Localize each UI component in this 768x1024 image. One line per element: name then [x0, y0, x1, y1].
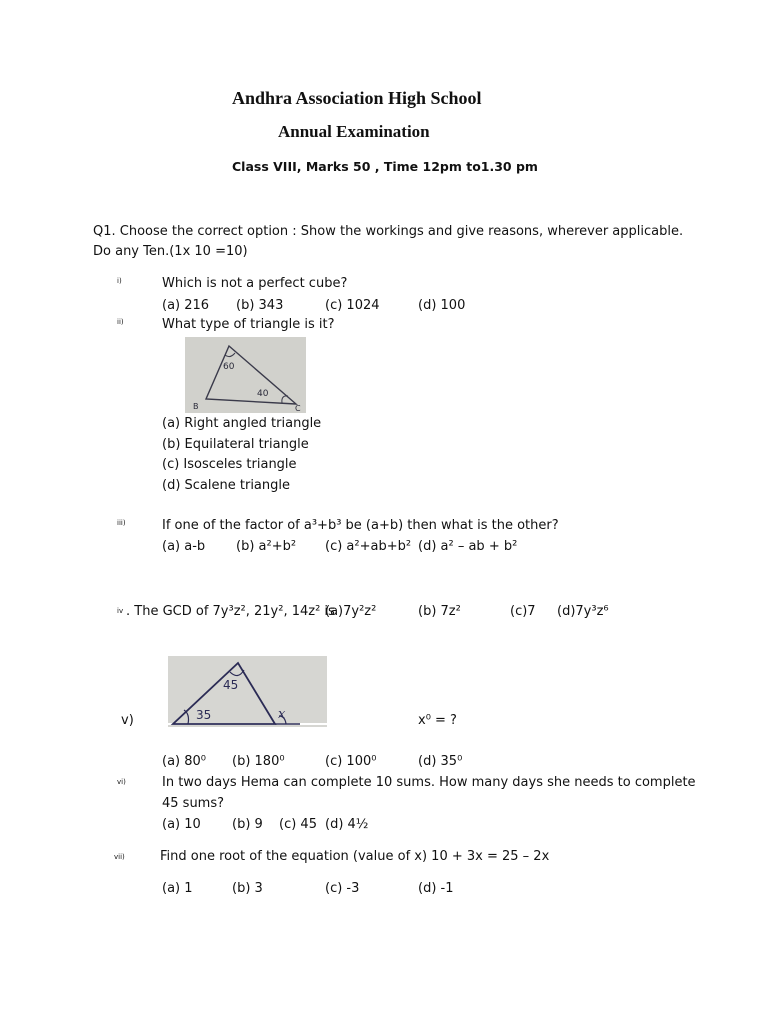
- angle-label-x: x: [278, 707, 286, 722]
- option-c: (c) 1024: [325, 298, 380, 313]
- vertex-label-left: B: [193, 402, 199, 411]
- question-prompt: x⁰ = ?: [418, 713, 457, 728]
- option-b: (b) a²+b²: [236, 539, 297, 554]
- option-b: (b) 9: [232, 817, 263, 832]
- option-c: (c) 45: [279, 817, 317, 832]
- question-text: Find one root of the equation (value of x) 10 + 3x = 25 – 2x: [160, 849, 550, 864]
- option-a: (a) 216: [162, 298, 210, 313]
- angle-label-top: 45: [223, 678, 239, 692]
- option-d: (d) 35⁰: [418, 754, 463, 769]
- question-number: iii): [117, 519, 126, 527]
- option-b: (b) 7z²: [418, 604, 461, 619]
- triangle-photo: [168, 656, 327, 727]
- option-a: (a) 80⁰: [162, 754, 206, 769]
- option-a: (a) 1: [162, 881, 193, 896]
- option-b: (b) 3: [232, 881, 263, 896]
- instructions-line2: Do any Ten.(1x 10 =10): [93, 244, 248, 259]
- option-a: (a)7y²z²: [325, 604, 377, 619]
- angle-label-right: 40: [257, 389, 269, 399]
- question-number: i): [117, 277, 122, 285]
- exam-info: Class VIII, Marks 50 , Time 12pm to1.30 pm: [232, 159, 538, 174]
- option-a: (a) Right angled triangle: [162, 416, 322, 431]
- option-b: (b) 343: [236, 298, 284, 313]
- question-text-line2: 45 sums?: [162, 796, 225, 811]
- option-c: (c) Isosceles triangle: [162, 457, 297, 472]
- option-d: (d) a² – ab + b²: [418, 539, 518, 554]
- option-d: (d) 100: [418, 298, 466, 313]
- question-number: ii): [117, 318, 124, 326]
- option-d: (d)7y³z⁶: [557, 604, 609, 619]
- option-b: (b) Equilateral triangle: [162, 437, 309, 452]
- question-number: vi): [117, 778, 126, 786]
- question-number: v): [121, 713, 134, 728]
- option-b: (b) 180⁰: [232, 754, 285, 769]
- instructions-line1: Q1. Choose the correct option : Show the workings and give reasons, wherever applicable.: [93, 224, 684, 239]
- question-text: . The GCD of 7y³z², 21y², 14z² is: [126, 604, 335, 619]
- angle-label-left: 35: [196, 708, 212, 722]
- school-name: Andhra Association High School: [232, 88, 482, 108]
- question-text: If one of the factor of a³+b³ be (a+b) then what is the other?: [162, 518, 559, 533]
- option-d: (d) -1: [418, 881, 454, 896]
- vertex-label-right: C: [295, 404, 301, 413]
- triangle-photo: [185, 337, 306, 413]
- question-text-line1: In two days Hema can complete 10 sums. How many days she needs to complete: [162, 775, 696, 790]
- question-number: vii): [114, 853, 125, 861]
- option-c: (c)7: [510, 604, 536, 619]
- angle-label-top: 60: [223, 362, 235, 372]
- question-number: iv: [117, 607, 124, 615]
- question-text: Which is not a perfect cube?: [162, 276, 348, 291]
- option-c: (c) -3: [325, 881, 360, 896]
- option-a: (a) 10: [162, 817, 201, 832]
- option-c: (c) a²+ab+b²: [325, 539, 412, 554]
- option-a: (a) a-b: [162, 539, 206, 554]
- option-c: (c) 100⁰: [325, 754, 377, 769]
- question-text: What type of triangle is it?: [162, 317, 335, 332]
- exam-title: Annual Examination: [278, 122, 430, 141]
- option-d: (d) 4½: [325, 817, 369, 832]
- option-d: (d) Scalene triangle: [162, 478, 290, 493]
